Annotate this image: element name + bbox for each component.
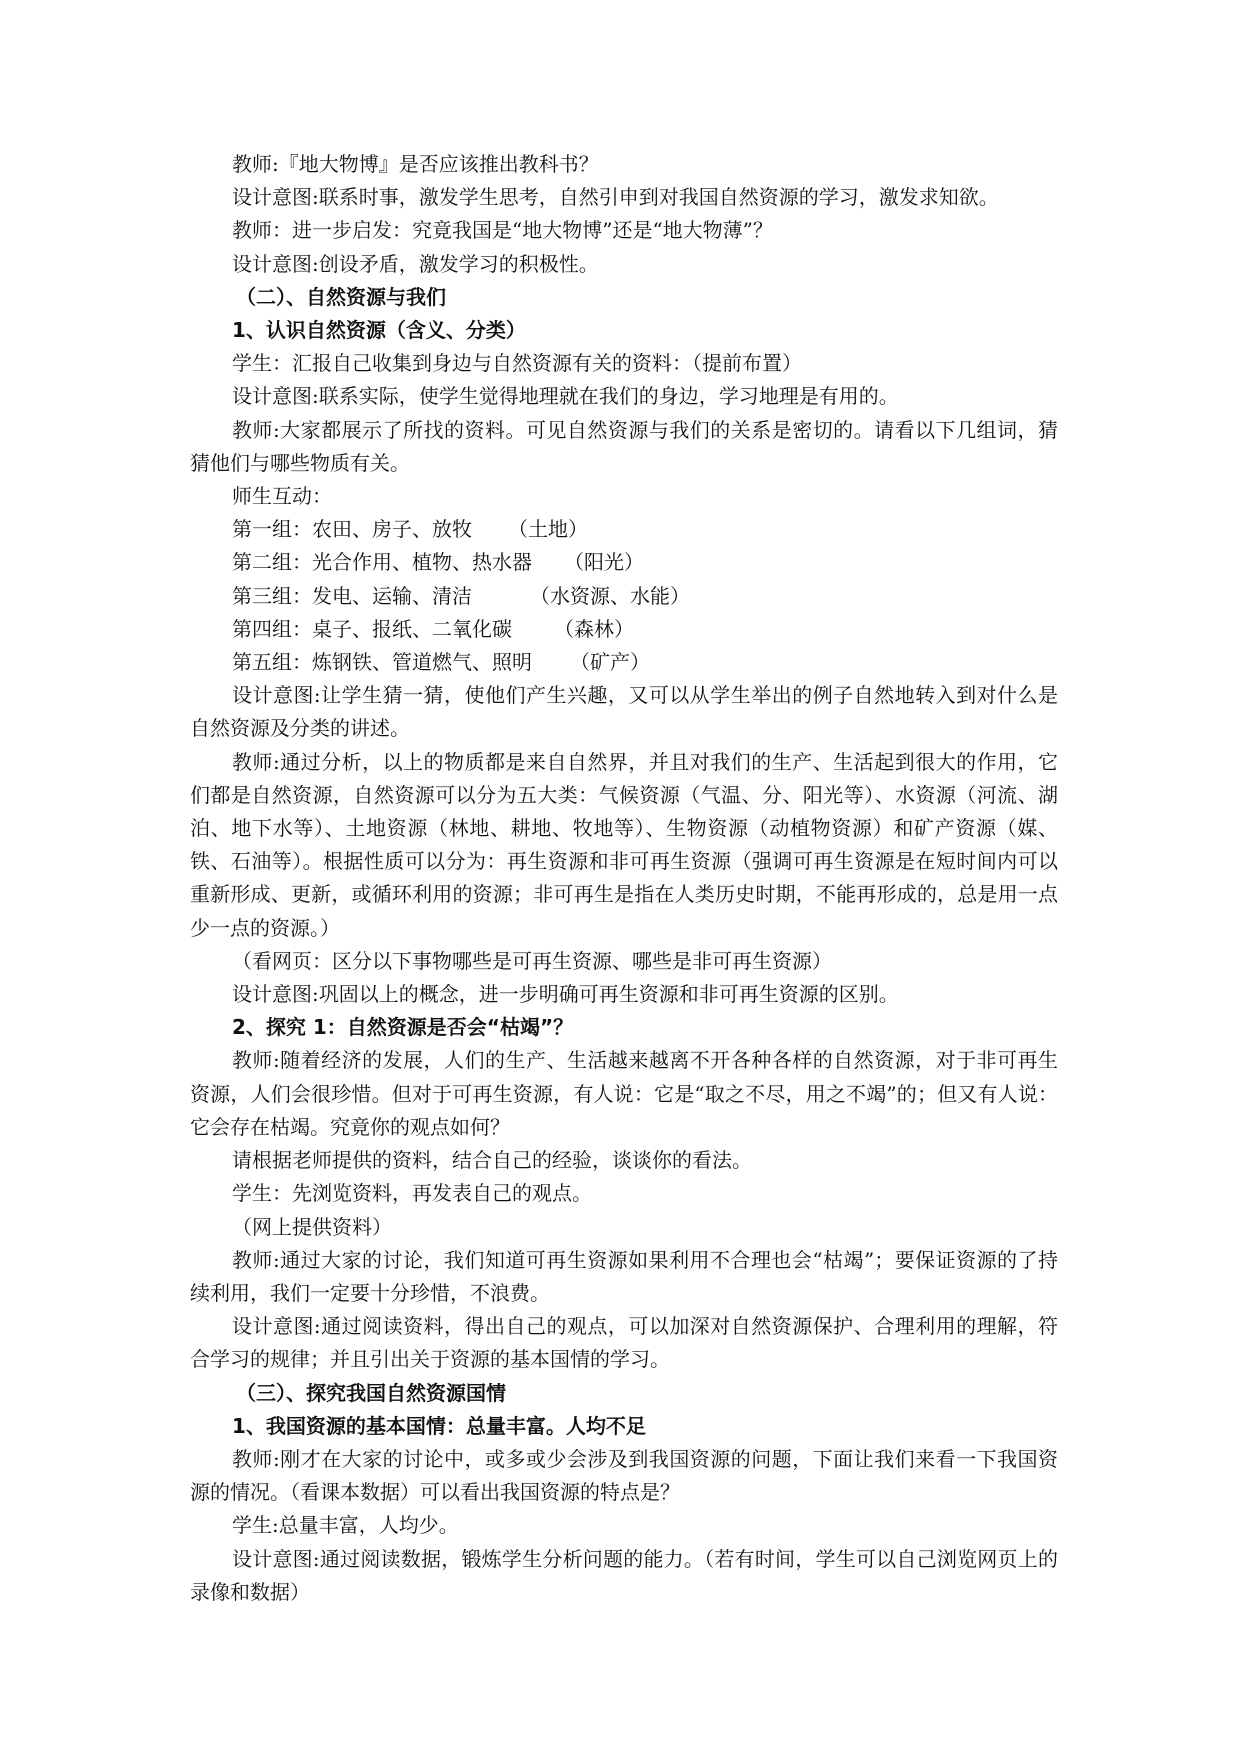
paragraph-webpage-task: （看网页：区分以下事物哪些是可再生资源、哪些是非可再生资源） [232,948,832,973]
paragraph-design-intent-5: 设计意图:巩固以上的概念，进一步明确可再生资源和非可再生资源的区别。 [232,982,899,1007]
group-answer: （森林） [554,616,634,641]
paragraph-design-intent-2: 设计意图:创设矛盾，激发学习的积极性。 [232,251,599,276]
paragraph-teacher-summary: 教师:通过大家的讨论，我们知道可再生资源如果利用不合理也会“枯竭”；要保证资源的了持续利用，我们一定要十分珍惜，不浪费。 [190,1247,1058,1305]
paragraph-design-intent-3: 设计意图:联系实际，使学生觉得地理就在我们的身边，学习地理是有用的。 [232,384,899,409]
group-answer: （阳光） [564,550,644,575]
section-heading-2: （二）、自然资源与我们 [236,284,446,309]
paragraph-student-report: 学生：汇报自己收集到身边与自然资源有关的资料：（提前布置） [232,351,802,376]
group-line-2 [190,546,1058,579]
paragraph-design-intent-1: 设计意图:联系时事，激发学生思考，自然引申到对我国自然资源的学习，激发求知欲。 [232,185,999,210]
paragraph-teacher-national: 教师:刚才在大家的讨论中，或多或少会涉及到我国资源的问题，下面让我们来看一下我国资源的情况。（看课本数据）可以看出我国资源的特点是？ [190,1446,1058,1505]
group-line-4 [190,613,1058,646]
paragraph-teacher-exhaustion: 教师:随着经济的发展，人们的生产、生活越来越离不开各种各样的自然资源，对于非可再生资源，人们会很珍惜。但对于可再生资源，有人说：它是“取之不尽，用之不竭”的；但又有人说：它会存在枯竭。究竟你的观点如何？ [190,1048,1058,1139]
group-line-3 [190,580,1058,613]
paragraph-teacher-prompt: 教师：进一步启发：究竟我国是“地大物博”还是“地大物薄”？ [232,218,773,243]
group-answer: （水资源、水能） [530,583,690,608]
group-answer: （矿产） [570,650,650,675]
paragraph-teacher-materials: 教师:大家都展示了所找的资料。可见自然资源与我们的关系是密切的。请看以下几组词，猜猜他们与哪些物质有关。 [190,417,1058,475]
paragraph-design-intent-7: 设计意图:通过阅读数据，锻炼学生分析问题的能力。（若有时间，学生可以自己浏览网页上的录像和数据） [190,1546,1058,1604]
section-heading-3: （三）、探究我国自然资源国情 [236,1380,506,1405]
group-label: 第四组：桌子、报纸、二氧化碳 [232,616,512,641]
paragraph-online-materials: （网上提供资料） [232,1214,392,1239]
paragraph-student-answer: 学生:总量丰富，人均少。 [232,1513,459,1538]
group-line-1 [190,513,1058,546]
paragraph-student-browse: 学生：先浏览资料，再发表自己的观点。 [232,1181,592,1206]
group-label: 第二组：光合作用、植物、热水器 [232,550,532,575]
paragraph-teacher-question: 教师:『地大物博』是否应该推出教科书？ [232,152,599,176]
group-label: 第五组：炼钢铁、管道燃气、照明 [232,650,532,675]
group-label: 第一组：农田、房子、放牧 [232,517,472,542]
subsection-heading-1: 1、认识自然资源（含义、分类） [232,318,526,343]
document-page [190,148,1058,1609]
subsection-heading-3: 1、我国资源的基本国情：总量丰富。人均不足 [232,1413,646,1438]
group-line-5 [190,646,1058,679]
group-label: 第三组：发电、运输、清洁 [232,583,472,608]
subsection-heading-2: 2、探究 1：自然资源是否会“枯竭”？ [232,1015,574,1040]
paragraph-design-intent-4: 设计意图:让学生猜一猜，使他们产生兴趣，又可以从学生举出的例子自然地转入到对什么是自然资源及分类的讲述。 [190,683,1058,741]
paragraph-design-intent-6: 设计意图:通过阅读资料，得出自己的观点，可以加深对自然资源保护、合理利用的理解，符合学习的规律；并且引出关于资源的基本国情的学习。 [190,1314,1058,1372]
paragraph-instruction: 请根据老师提供的资料，结合自己的经验，谈谈你的看法。 [232,1148,752,1173]
group-answer: （土地） [508,517,588,542]
paragraph-interaction: 师生互动： [232,484,332,509]
paragraph-teacher-classification: 教师:通过分析，以上的物质都是来自自然界，并且对我们的生产、生活起到很大的作用，它们都是自然资源，自然资源可以分为五大类：气候资源（气温、分、阳光等）、水资源（河流、湖泊、地下水等）、土地资源（林地、耕地、牧地等）、生物资源（动植物资源）和矿产资源（媒、铁、石油等）。根据性质可以分为：再生资源和非可再生资源（强调可再生资源是在短时间内可以重新形成、更新，或循环利用的资源；非可再生是指在人类历史时期，不能再形成的，总是用一点少一点的资源。） [190,749,1058,940]
